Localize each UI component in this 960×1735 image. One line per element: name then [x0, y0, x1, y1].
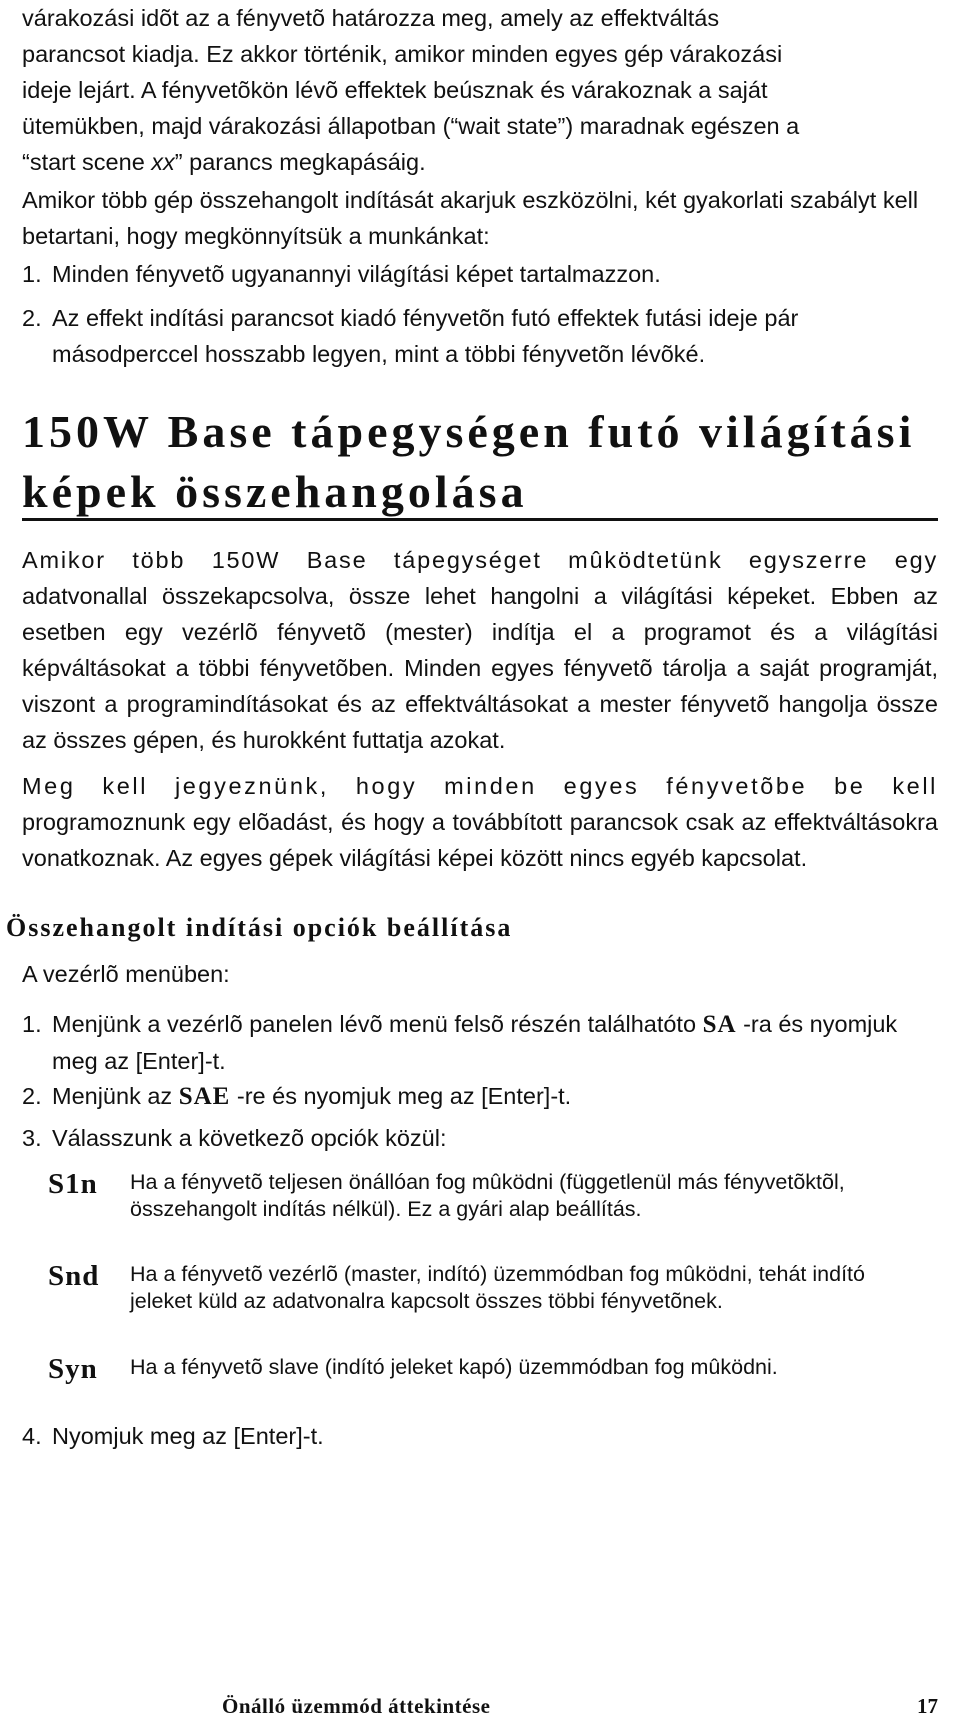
intro-text: “start scene: [22, 149, 152, 175]
rules-list: [22, 256, 938, 292]
menu-code-sa: SA: [702, 1011, 737, 1038]
option-row: [48, 1351, 920, 1387]
step-number: 3.: [22, 1125, 42, 1151]
steps-list: [22, 1006, 938, 1079]
option-row: [48, 1258, 920, 1315]
intro-paragraph: [22, 0, 938, 180]
step-text-part: -re és nyomjuk meg az [Enter]-t.: [230, 1083, 572, 1109]
step-number: 4.: [22, 1423, 42, 1449]
section-paragraph-text: [22, 542, 938, 758]
menu-intro-text: A vezérlõ menüben:: [22, 961, 230, 987]
section-title: [22, 402, 915, 522]
step-item: [22, 1078, 938, 1115]
step-text-part: Menjünk az: [52, 1083, 179, 1109]
option-code: S1n: [48, 1168, 98, 1200]
step-number: 1.: [22, 1011, 42, 1037]
steps-list: [22, 1418, 938, 1454]
list-item: [22, 300, 938, 372]
note-paragraph: [22, 768, 938, 876]
menu-intro: [22, 956, 938, 992]
section-title-line: képek összehangolása: [22, 466, 528, 517]
section-divider: [22, 518, 938, 521]
note-paragraph-text: [22, 768, 938, 876]
step-text: Válasszunk a következõ opciók közül:: [52, 1125, 447, 1151]
note-paragraph-lead: Meg kell jegyeznünk, hogy minden egyes fényvetõbe be kell: [22, 773, 938, 799]
steps-list: [22, 1120, 938, 1156]
option-row: [48, 1166, 920, 1223]
intro-line: parancsot kiadja. Ez akkor történik, amikor minden egyes gép várakozási: [22, 41, 783, 67]
section-paragraph-rest: adatvonallal összekapcsolva, össze lehet hangolni a világítási képeket. Ebben az esetben egy vezérlõ fényvetõ (mester) indítja el a programot és a világítási képváltásokat a többi fényvetõben. Minden egyes fényvetõ tárolja a saját programját, viszont a programindításokat és az effektváltásokat a mester fényvetõ hangolja össze az összes gépen, és hurokként futtatja azokat.: [22, 583, 938, 753]
option-description: Ha a fényvetõ teljesen önállóan fog mûködni (függetlenül más fényvetõktõl, összehangolt indítás nélkül). Ez a gyári alap beállítás.: [130, 1170, 845, 1221]
option-code: Syn: [48, 1353, 98, 1385]
step-text: Nyomjuk meg az [Enter]-t.: [52, 1423, 324, 1449]
step-item: [22, 1006, 938, 1079]
step-text: [52, 1078, 571, 1115]
section-title-line: 150W Base tápegységen futó világítási: [22, 406, 916, 457]
page-footer: [0, 1694, 960, 1724]
intro-text: ” parancs megkapásáig.: [174, 149, 426, 175]
page-number: 17: [917, 1694, 938, 1718]
steps-list: [22, 1078, 938, 1115]
intro-line: ideje lejárt. A fényvetõkön lévõ effektek beúsznak és várakoznak a saját: [22, 77, 768, 103]
step-item: [22, 1120, 938, 1156]
note-paragraph-rest: programoznunk egy elõadást, és hogy a továbbított parancsok csak az effektváltásokra vonatkoznak. Az egyes gépek világítási képei között nincs egyéb kapcsolat.: [22, 809, 938, 871]
step-text: [52, 1006, 938, 1079]
step-number: 2.: [22, 1083, 42, 1109]
intro-line-last: [22, 144, 938, 180]
rules-list: [22, 300, 938, 372]
rules-intro: Amikor több gép összehangolt indítását akarjuk eszközölni, két gyakorlati szabályt kell betartani, hogy megkönnyítsük a munkánkat:: [22, 187, 919, 249]
section-paragraph: [22, 542, 938, 758]
rules-paragraph: [22, 182, 938, 254]
step-text-part: Menjünk a vezérlõ panelen lévõ menü felsõ részén találhatóto: [52, 1011, 703, 1037]
list-item: [22, 256, 938, 292]
option-description: Ha a fényvetõ vezérlõ (master, indító) üzemmódban fog mûködni, tehát indító jeleket küld az adatvonalra kapcsolt összes többi fényvetõnek.: [130, 1262, 865, 1313]
section-paragraph-lead: Amikor több 150W Base tápegységet mûködtetünk egyszerre egy: [22, 547, 938, 573]
step-text-part: -ra és nyomjuk meg az [Enter]-t.: [52, 1011, 898, 1074]
intro-italic-text: xx: [151, 149, 175, 175]
subsection-title: Összehangolt indítási opciók beállítása: [6, 913, 513, 942]
step-item: [22, 1418, 938, 1454]
option-code: Snd: [48, 1260, 100, 1292]
list-item-number: 2.: [22, 305, 42, 331]
menu-code-sae: SAE: [178, 1083, 231, 1110]
list-item-text: Az effekt indítási parancsot kiadó fényvetõn futó effektek futási ideje pár másodperccel hosszabb legyen, mint a többi fényvetõn lévõké.: [52, 305, 799, 367]
intro-line: várakozási idõt az a fényvetõ határozza meg, amely az effektváltás: [22, 5, 720, 31]
option-description: Ha a fényvetõ slave (indító jeleket kapó) üzemmódban fog mûködni.: [130, 1355, 778, 1379]
list-item-text: Minden fényvetõ ugyanannyi világítási képet tartalmazzon.: [52, 261, 661, 287]
list-item-number: 1.: [22, 261, 42, 287]
footer-title: Önálló üzemmód áttekintése: [222, 1694, 491, 1718]
intro-line: ütemükben, majd várakozási állapotban (“wait state”) maradnak egészen a: [22, 113, 800, 139]
